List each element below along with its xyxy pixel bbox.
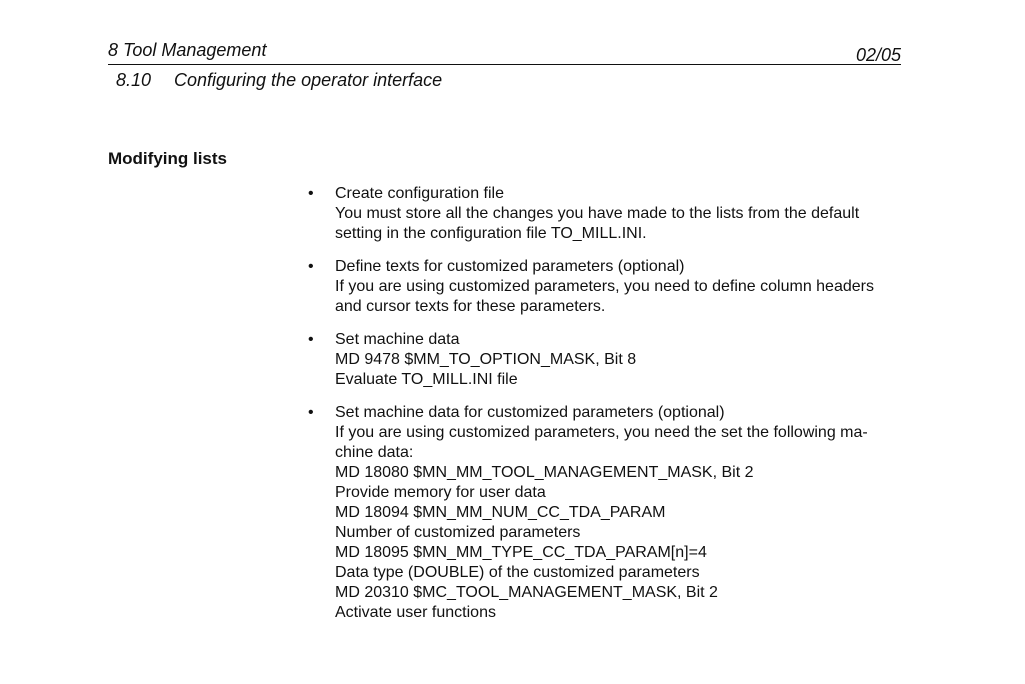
- chapter-title: 8 Tool Management: [108, 40, 267, 60]
- section-heading: [116, 70, 442, 90]
- section-title: Configuring the operator interface: [174, 70, 443, 90]
- header-rule: [108, 64, 901, 65]
- list-item: [308, 403, 903, 623]
- edition-date: 02/05: [855, 45, 901, 65]
- list-item: [308, 184, 903, 244]
- bullet-line: MD 9478 $MM_TO_OPTION_MASK, Bit 8: [335, 351, 637, 368]
- bullet-line: Number of customized parameters: [335, 524, 581, 541]
- bullet-icon: •: [308, 331, 314, 348]
- bullet-icon: •: [308, 404, 314, 421]
- bullet-line: MD 18080 $MN_MM_TOOL_MANAGEMENT_MASK, Bit 2: [335, 464, 754, 481]
- bullet-line: You must store all the changes you have made to the lists from the default: [335, 205, 860, 222]
- bullet-icon: •: [308, 185, 314, 202]
- bullet-line: chine data:: [335, 444, 414, 461]
- bullet-line: If you are using customized parameters, you need to define column headers: [335, 278, 874, 295]
- bullet-line: If you are using customized parameters, you need the set the following ma-: [335, 424, 868, 441]
- bullet-title: Create configuration file: [335, 185, 504, 202]
- bullet-line: MD 18095 $MN_MM_TYPE_CC_TDA_PARAM[n]=4: [335, 544, 707, 561]
- bullet-line: setting in the configuration file TO_MILL.INI.: [335, 225, 647, 242]
- bullet-line: Activate user functions: [335, 604, 496, 621]
- bullet-list: [308, 184, 903, 636]
- bullet-line: and cursor texts for these parameters.: [335, 298, 606, 315]
- bullet-line: MD 20310 $MC_TOOL_MANAGEMENT_MASK, Bit 2: [335, 584, 718, 601]
- bullet-title: Define texts for customized parameters (optional): [335, 258, 685, 275]
- bullet-title: Set machine data: [335, 331, 460, 348]
- section-number: 8.10: [116, 70, 152, 90]
- list-item: [308, 330, 903, 390]
- bullet-line: Evaluate TO_MILL.INI file: [335, 371, 518, 388]
- list-item: [308, 257, 903, 317]
- side-heading: Modifying lists: [108, 149, 227, 168]
- bullet-line: Provide memory for user data: [335, 484, 546, 501]
- bullet-icon: •: [308, 258, 314, 275]
- bullet-title: Set machine data for customized parameters (optional): [335, 404, 725, 421]
- bullet-line: Data type (DOUBLE) of the customized parameters: [335, 564, 700, 581]
- bullet-line: MD 18094 $MN_MM_NUM_CC_TDA_PARAM: [335, 504, 666, 521]
